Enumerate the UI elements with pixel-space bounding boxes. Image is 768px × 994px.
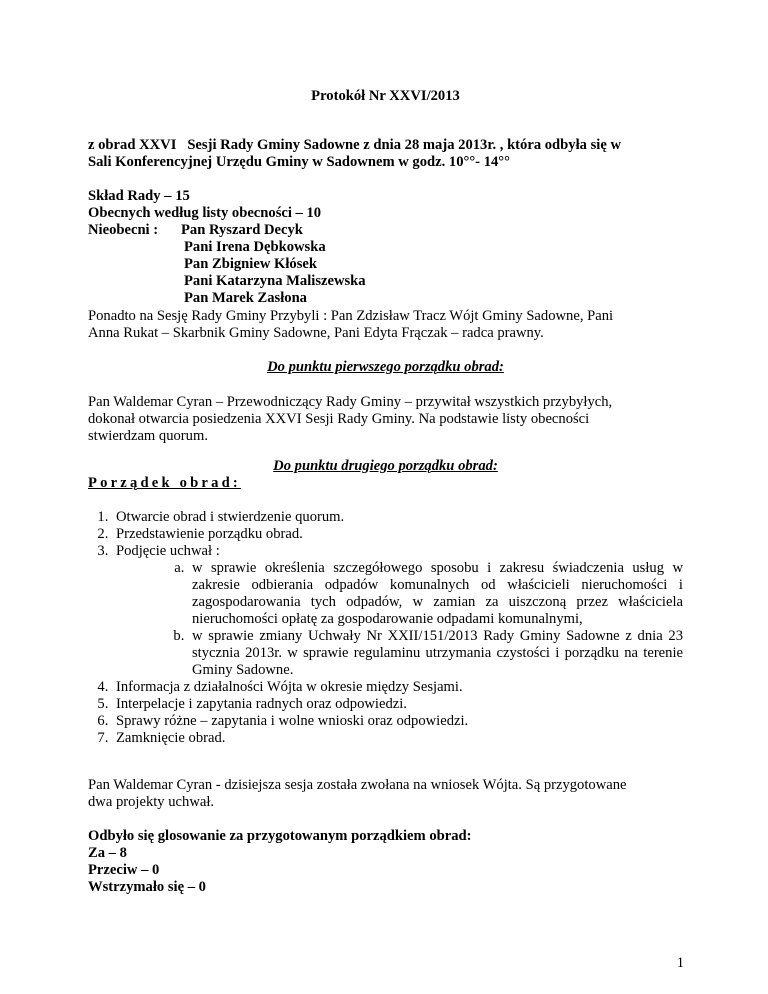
- point1-line: stwierdzam quorum.: [88, 428, 208, 444]
- agenda-item: [112, 543, 683, 679]
- page-number: 1: [676, 955, 684, 971]
- point1-heading: Do punktu pierwszego porządku obrad:: [267, 359, 504, 375]
- agenda-item-text: Informacja z działalności Wójta w okresie między Sesjami.: [116, 679, 463, 695]
- agenda-item-text: Sprawy różne – zapytania i wolne wnioski oraz odpowiedzi.: [116, 713, 469, 729]
- absent-member: Pan Ryszard Decyk: [181, 222, 303, 238]
- council-present: Obecnych według listy obecności – 10: [88, 205, 322, 221]
- point1-line: dokonał otwarcia posiedzenia XXVI Sesji Rady Gminy. Na podstawie listy obecności: [88, 411, 590, 427]
- point1-heading-row: [88, 359, 683, 376]
- agenda-item-text: Podjęcie uchwał :: [116, 543, 220, 559]
- agenda-label-row: [88, 475, 683, 492]
- absent-member: Pani Irena Dębkowska: [184, 239, 326, 255]
- absent-member: Pani Katarzyna Maliszewska: [184, 273, 366, 289]
- intro-line: z obrad XXVI Sesji Rady Gminy Sadowne z dnia 28 maja 2013r. , która odbyła się w: [88, 137, 621, 153]
- agenda-item-text: Interpelacje i zapytania radnych oraz odpowiedzi.: [116, 696, 407, 712]
- agenda-subitem-text: w sprawie określenia szczegółowego sposobu i zakresu świadczenia usług w zakresie odbierania odpadów komunalnych od właścicieli nieruchomości i zagospodarowania tych odpadów, w zamian za uiszczoną przez właściciela nieruchomości opłatę za gospodarowanie odpadami komunalnymi,: [192, 560, 683, 627]
- vote-section: [88, 828, 683, 896]
- council-composition: Skład Rady – 15: [88, 188, 190, 204]
- agenda-item: [112, 509, 683, 526]
- guests-line: Ponadto na Sesję Rady Gminy Przybyli : Pan Zdzisław Tracz Wójt Gminy Sadowne, Pani: [88, 308, 614, 324]
- statement-paragraph: [88, 777, 683, 811]
- agenda-item: [112, 730, 683, 747]
- intro-line: Sali Konferencyjnej Urzędu Gminy w Sadownem w godz. 10°°- 14°°: [88, 154, 510, 170]
- guests-line: Anna Rukat – Skarbnik Gminy Sadowne, Pani Edyta Frączak – radca prawny.: [88, 325, 544, 341]
- agenda-subitem-text: w sprawie zmiany Uchwały Nr XXII/151/2013 Rady Gminy Sadowne z dnia 23 stycznia 2013r. w sprawie regulaminu utrzymania czystości i porządku na terenie Gminy Sadowne.: [192, 628, 683, 678]
- vote-abstain: Wstrzymało się – 0: [88, 879, 206, 895]
- point2-heading-row: [88, 458, 683, 475]
- council-section: [88, 188, 683, 307]
- absent-member: Pan Zbigniew Kłósek: [184, 256, 317, 272]
- agenda-item-text: Zamknięcie obrad.: [116, 730, 226, 746]
- agenda-item: [112, 526, 683, 543]
- agenda-item-text: Przedstawienie porządku obrad.: [116, 526, 303, 542]
- point1-paragraph: [88, 394, 683, 445]
- guests-paragraph: [88, 308, 683, 342]
- point2-heading: Do punktu drugiego porządku obrad:: [273, 458, 498, 474]
- vote-heading: Odbyło się glosowanie za przygotowanym porządkiem obrad:: [88, 828, 472, 844]
- vote-for: Za – 8: [88, 845, 127, 861]
- agenda-list: [88, 509, 683, 747]
- agenda-label: Porządek obrad:: [88, 475, 241, 491]
- point1-line: Pan Waldemar Cyran – Przewodniczący Rady Gminy – przywitał wszystkich przybyłych,: [88, 394, 613, 410]
- absent-label: Nieobecni :: [88, 222, 159, 238]
- agenda-item: [112, 696, 683, 713]
- absent-member: Pan Marek Zasłona: [184, 290, 307, 306]
- intro-paragraph: [88, 137, 683, 171]
- agenda-item: [112, 679, 683, 696]
- agenda-item: [112, 713, 683, 730]
- agenda-subitem: [188, 560, 683, 628]
- statement-line: Pan Waldemar Cyran - dzisiejsza sesja została zwołana na wniosek Wójta. Są przygotowane: [88, 777, 627, 793]
- document-title: Protokół Nr XXVI/2013: [311, 88, 460, 104]
- statement-line: dwa projekty uchwał.: [88, 794, 215, 810]
- vote-against: Przeciw – 0: [88, 862, 160, 878]
- agenda-subitem: [188, 628, 683, 679]
- absent-row: [88, 222, 683, 239]
- agenda-item-text: Otwarcie obrad i stwierdzenie quorum.: [116, 509, 345, 525]
